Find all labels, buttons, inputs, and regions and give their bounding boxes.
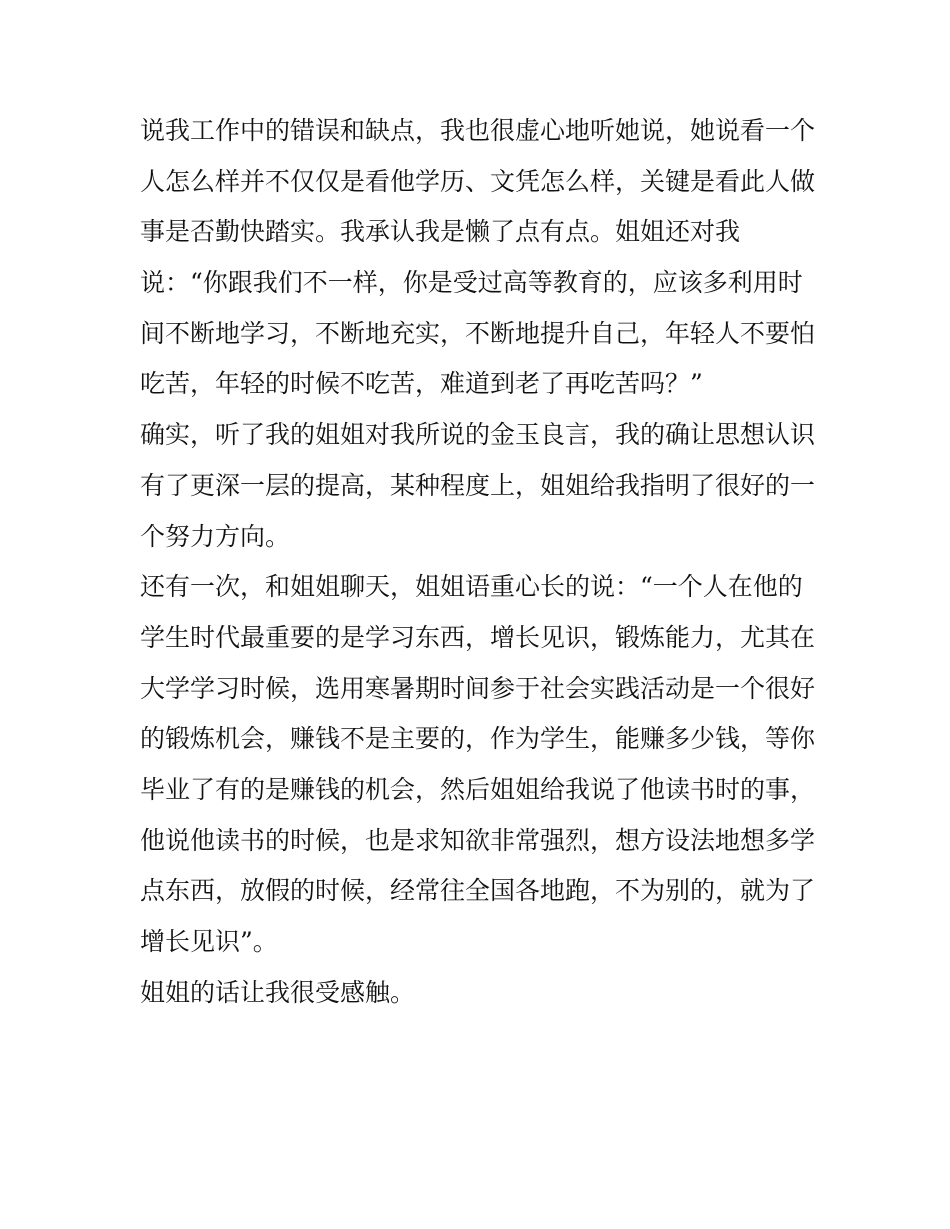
text-line: 确实，听了我的姐姐对我所说的金玉良言，我的确让思想认识 [140,420,816,450]
text-line: 毕业了有的是赚钱的机会，然后姐姐给我说了他读书时的事， [140,774,816,804]
text-line: 大学学习时候，选用寒暑期时间参于社会实践活动是一个很好 [140,673,816,703]
text-line: 点东西，放假的时候，经常往全国各地跑，不为别的，就为了 [140,876,816,906]
text-line: 姐姐的话让我很受感触。 [140,977,416,1007]
text-line: 事是否勤快踏实。我承认我是懒了点有点。姐姐还对我 [140,217,741,247]
text-line: 他说他读书的时候，也是求知欲非常强烈，想方设法地想多学 [140,825,816,855]
text-line: 吃苦，年轻的时候不吃苦，难道到老了再吃苦吗？” [140,369,703,399]
text-line: 个努力方向。 [140,521,291,551]
text-line: 说：“你跟我们不一样，你是受过高等教育的，应该多利用时 [140,268,803,298]
text-line: 人怎么样并不仅仅是看他学历、文凭怎么样，关键是看此人做 [140,166,816,196]
text-line: 说我工作中的错误和缺点，我也很虚心地听她说，她说看一个 [140,116,816,145]
text-line: 的锻炼机会，赚钱不是主要的，作为学生，能赚多少钱，等你 [140,724,816,754]
text-line: 学生时代最重要的是学习东西，增长见识，锻炼能力，尤其在 [140,622,816,652]
document-body [140,106,820,1018]
text-line: 有了更深一层的提高，某种程度上，姐姐给我指明了很好的一 [140,470,816,500]
text-line: 增长见识”。 [140,927,278,956]
text-line: 间不断地学习，不断地充实，不断地提升自己，年轻人不要怕 [140,318,816,348]
text-line: 还有一次，和姐姐聊天，姐姐语重心长的说：“一个人在他的 [140,572,803,602]
